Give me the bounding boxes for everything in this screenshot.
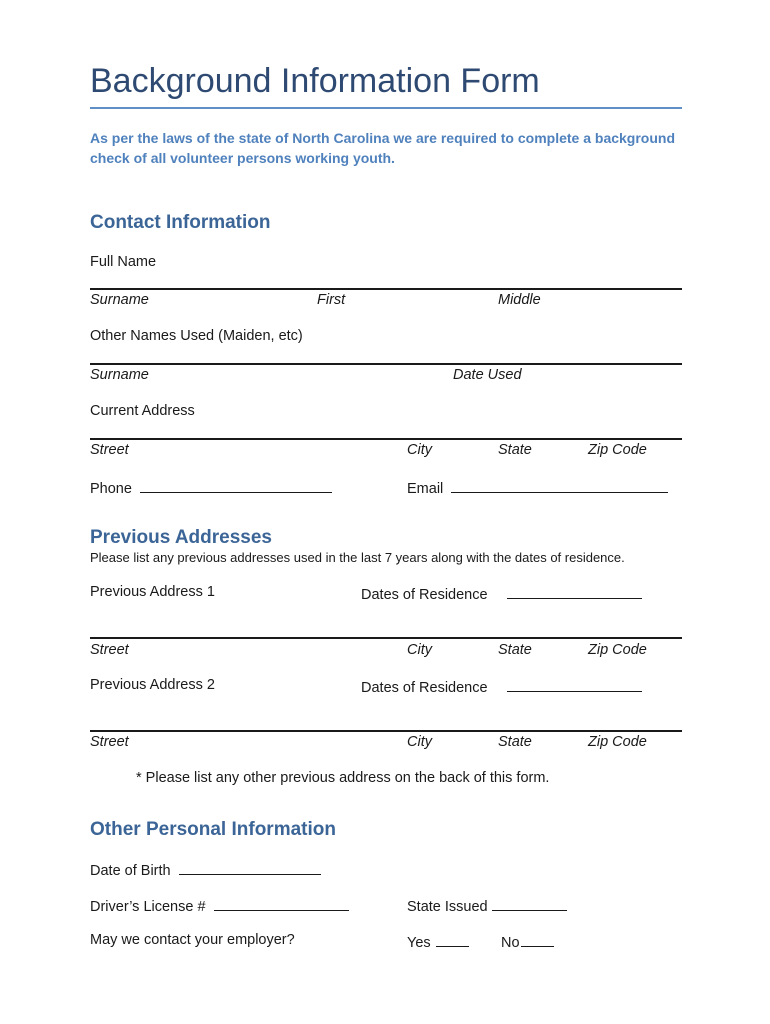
contact-employer-label: May we contact your employer? <box>90 932 295 948</box>
previous-instruction: Please list any previous addresses used in the last 7 years along with the dates of residence. <box>90 550 625 565</box>
contact-section-heading: Contact Information <box>90 212 271 233</box>
full-name-first-caption: First <box>317 292 346 308</box>
no-row <box>501 932 554 951</box>
other-names-field[interactable] <box>90 363 682 365</box>
personal-section-heading: Other Personal Information <box>90 819 336 840</box>
prev1-zip-caption: Zip Code <box>588 642 647 658</box>
license-row <box>90 896 349 915</box>
email-field[interactable] <box>451 478 668 493</box>
yes-row <box>407 932 469 951</box>
current-street-caption: Street <box>90 442 129 458</box>
other-names-date-caption: Date Used <box>453 367 522 383</box>
dates-of-residence-2-label: Dates of Residence <box>361 680 488 696</box>
previous-address-2-field[interactable] <box>90 730 682 732</box>
state-issued-field[interactable] <box>492 896 567 911</box>
yes-label: Yes <box>407 935 431 951</box>
phone-row <box>90 478 332 497</box>
state-issued-row <box>407 896 567 915</box>
email-label: Email <box>407 481 444 497</box>
current-address-label: Current Address <box>90 403 195 419</box>
full-name-middle-caption: Middle <box>498 292 541 308</box>
prev2-street-caption: Street <box>90 734 129 750</box>
no-label: No <box>501 935 520 951</box>
prev1-state-caption: State <box>498 642 532 658</box>
previous-address-2-label: Previous Address 2 <box>90 677 215 693</box>
title-divider <box>90 107 682 109</box>
previous-address-1-field[interactable] <box>90 637 682 639</box>
state-issued-label: State Issued <box>407 899 488 915</box>
full-name-surname-caption: Surname <box>90 292 149 308</box>
full-name-field[interactable] <box>90 288 682 290</box>
intro-text: As per the laws of the state of North Carolina we are required to complete a background check of all volunteer persons working youth. <box>90 130 676 166</box>
dates-row-1 <box>361 584 642 603</box>
current-zip-caption: Zip Code <box>588 442 647 458</box>
prev2-zip-caption: Zip Code <box>588 734 647 750</box>
dates-of-residence-1-field[interactable] <box>507 584 642 599</box>
license-label: Driver’s License # <box>90 899 206 915</box>
no-field[interactable] <box>521 932 554 947</box>
dob-label: Date of Birth <box>90 863 171 879</box>
previous-address-1-label: Previous Address 1 <box>90 584 215 600</box>
phone-field[interactable] <box>140 478 332 493</box>
current-address-field[interactable] <box>90 438 682 440</box>
form-title: Background Information Form <box>90 62 540 100</box>
prev1-city-caption: City <box>407 642 432 658</box>
license-field[interactable] <box>214 896 349 911</box>
other-names-surname-caption: Surname <box>90 367 149 383</box>
dob-field[interactable] <box>179 860 321 875</box>
current-state-caption: State <box>498 442 532 458</box>
previous-section-heading: Previous Addresses <box>90 527 272 548</box>
prev2-state-caption: State <box>498 734 532 750</box>
full-name-label: Full Name <box>90 254 157 270</box>
prev2-city-caption: City <box>407 734 432 750</box>
email-row <box>407 478 668 497</box>
dates-of-residence-1-label: Dates of Residence <box>361 587 488 603</box>
prev1-street-caption: Street <box>90 642 129 658</box>
yes-field[interactable] <box>436 932 469 947</box>
dates-row-2 <box>361 677 642 696</box>
dob-row <box>90 860 321 879</box>
previous-address-note: * Please list any other previous address on the back of this form. <box>136 770 550 786</box>
phone-label: Phone <box>90 481 132 497</box>
current-city-caption: City <box>407 442 432 458</box>
dates-of-residence-2-field[interactable] <box>507 677 642 692</box>
other-names-label: Other Names Used (Maiden, etc) <box>90 328 303 344</box>
